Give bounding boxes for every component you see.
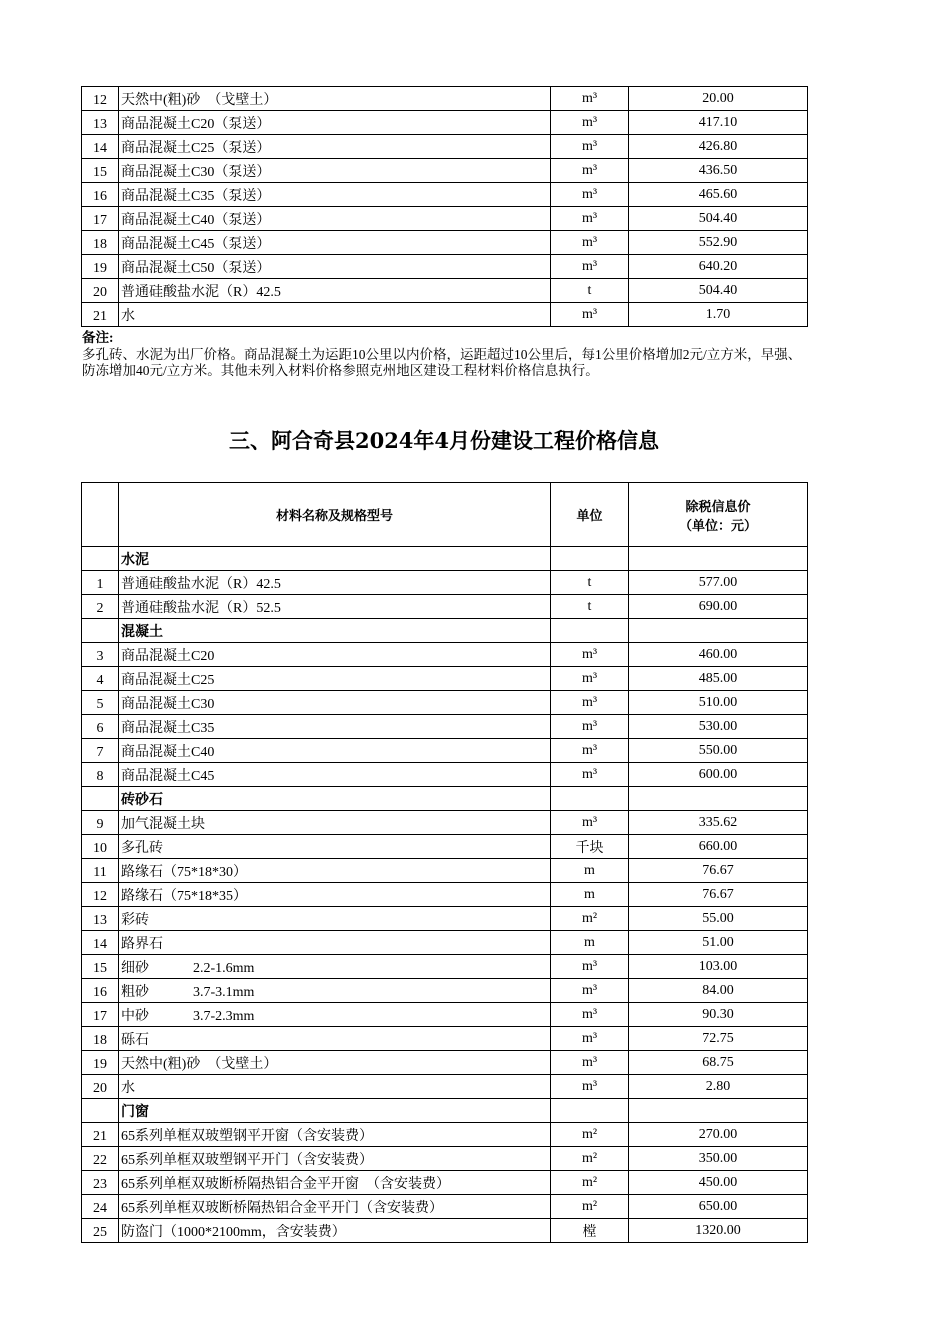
item-number: 12 (82, 87, 119, 111)
item-number: 2 (82, 595, 119, 619)
item-unit: m³ (551, 1027, 629, 1051)
category-row (82, 787, 808, 811)
item-number: 17 (82, 1003, 119, 1027)
item-number: 20 (82, 279, 119, 303)
item-price: 450.00 (629, 1171, 808, 1195)
item-name-cell (119, 207, 551, 231)
item-name-cell (119, 1027, 551, 1051)
item-unit: m³ (551, 811, 629, 835)
table-row (82, 691, 808, 715)
item-number: 24 (82, 1195, 119, 1219)
category-label: 门窗 (119, 1099, 551, 1123)
item-spec: 3.7-3.1mm (193, 984, 255, 1000)
item-unit: m³ (551, 643, 629, 667)
item-name-cell (119, 931, 551, 955)
item-unit: m³ (551, 739, 629, 763)
item-price: 335.62 (629, 811, 808, 835)
item-name-cell (119, 1051, 551, 1075)
header-price-line2: （单位：元） (678, 518, 757, 534)
item-price: 2.80 (629, 1075, 808, 1099)
item-name-cell (119, 763, 551, 787)
item-price: 68.75 (629, 1051, 808, 1075)
item-name-cell (119, 1195, 551, 1219)
item-name: 商品混凝土C40 (121, 744, 215, 760)
category-price (629, 547, 808, 571)
item-name-cell (119, 231, 551, 255)
item-name-cell (119, 691, 551, 715)
table-row (82, 1147, 808, 1171)
item-number: 4 (82, 667, 119, 691)
table-row (82, 279, 808, 303)
item-unit: m³ (551, 159, 629, 183)
item-unit: m (551, 931, 629, 955)
item-name: 商品混凝土C45 (121, 768, 215, 784)
item-name: 商品混凝土C30 (121, 696, 215, 712)
item-price: 1.70 (629, 303, 808, 327)
table-row (82, 979, 808, 1003)
item-number: 5 (82, 691, 119, 715)
item-unit: m³ (551, 1075, 629, 1099)
item-name-cell (119, 739, 551, 763)
table-row (82, 183, 808, 207)
item-name-cell (119, 859, 551, 883)
item-name: 65系列单框双玻塑钢平开门（含安装费） (121, 1152, 373, 1168)
table-row (82, 1051, 808, 1075)
item-price: 690.00 (629, 595, 808, 619)
item-name: 粗砂 (121, 984, 149, 1000)
item-name-cell (119, 159, 551, 183)
header-index (82, 483, 119, 547)
remarks (82, 330, 802, 380)
item-name: 商品混凝土C25（泵送） (121, 140, 271, 156)
item-spec: 2.2-1.6mm (193, 960, 255, 976)
item-price: 417.10 (629, 111, 808, 135)
item-unit: m³ (551, 955, 629, 979)
item-name: 65系列单框双玻塑钢平开窗（含安装费） (121, 1128, 373, 1144)
item-price: 426.80 (629, 135, 808, 159)
item-price: 76.67 (629, 883, 808, 907)
item-name-cell (119, 87, 551, 111)
item-unit: m³ (551, 1003, 629, 1027)
item-name: 砾石 (121, 1032, 149, 1048)
item-number: 23 (82, 1171, 119, 1195)
item-name-cell (119, 883, 551, 907)
item-price: 600.00 (629, 763, 808, 787)
item-price: 530.00 (629, 715, 808, 739)
item-name-cell (119, 1147, 551, 1171)
item-price: 55.00 (629, 907, 808, 931)
item-unit: m³ (551, 111, 629, 135)
item-name: 商品混凝土C35 (121, 720, 215, 736)
category-row (82, 1099, 808, 1123)
item-number: 1 (82, 571, 119, 595)
item-number: 21 (82, 303, 119, 327)
item-unit: m³ (551, 979, 629, 1003)
item-name-cell (119, 1219, 551, 1243)
item-name: 细砂 (121, 960, 149, 976)
category-row (82, 619, 808, 643)
category-row (82, 547, 808, 571)
table-row (82, 111, 808, 135)
header-unit: 单位 (551, 483, 629, 547)
item-spec: 3.7-2.3mm (193, 1008, 255, 1024)
item-name-cell (119, 571, 551, 595)
category-price (629, 1099, 808, 1123)
item-unit: m³ (551, 303, 629, 327)
item-number: 7 (82, 739, 119, 763)
item-name-cell (119, 979, 551, 1003)
item-unit: m³ (551, 135, 629, 159)
item-price: 550.00 (629, 739, 808, 763)
item-unit: m (551, 883, 629, 907)
item-unit: m³ (551, 183, 629, 207)
item-number: 3 (82, 643, 119, 667)
item-name-cell (119, 1123, 551, 1147)
item-name: 加气混凝土块 (121, 816, 205, 832)
table-row (82, 931, 808, 955)
item-name-cell (119, 303, 551, 327)
table-row (82, 811, 808, 835)
table-row (82, 1171, 808, 1195)
item-unit: m² (551, 1195, 629, 1219)
item-name: 彩砖 (121, 912, 149, 928)
item-unit: t (551, 279, 629, 303)
category-index (82, 547, 119, 571)
item-unit: m³ (551, 231, 629, 255)
item-price: 103.00 (629, 955, 808, 979)
table-row (82, 207, 808, 231)
item-unit: m³ (551, 207, 629, 231)
item-price: 660.00 (629, 835, 808, 859)
item-number: 14 (82, 135, 119, 159)
item-name: 商品混凝土C20 (121, 648, 215, 664)
item-name: 路缘石（75*18*30） (121, 864, 247, 880)
item-price: 90.30 (629, 1003, 808, 1027)
item-number: 9 (82, 811, 119, 835)
item-unit: m² (551, 1171, 629, 1195)
table-row (82, 303, 808, 327)
item-number: 12 (82, 883, 119, 907)
table-row (82, 883, 808, 907)
item-price: 350.00 (629, 1147, 808, 1171)
item-name: 多孔砖 (121, 840, 163, 856)
remarks-text: 多孔砖、水泥为出厂价格。商品混凝土为运距10公里以内价格，运距超过10公里后，每1公里价格增加2元/立方米，早强、防冻增加40元/立方米。其他未列入材料价格参照克州地区建设工程材料价格信息执行。 (82, 346, 802, 378)
table-row (82, 1123, 808, 1147)
table-row (82, 739, 808, 763)
item-name-cell (119, 255, 551, 279)
item-name-cell (119, 955, 551, 979)
item-price: 436.50 (629, 159, 808, 183)
item-name-cell (119, 1003, 551, 1027)
item-unit: 樘 (551, 1219, 629, 1243)
item-number: 19 (82, 255, 119, 279)
table-row (82, 231, 808, 255)
item-name-cell (119, 595, 551, 619)
category-unit (551, 619, 629, 643)
item-price: 552.90 (629, 231, 808, 255)
header-price-line1: 除税信息价 (685, 499, 751, 515)
item-price: 577.00 (629, 571, 808, 595)
table-row (82, 571, 808, 595)
item-price: 72.75 (629, 1027, 808, 1051)
item-unit: m² (551, 907, 629, 931)
table-row (82, 667, 808, 691)
item-number: 8 (82, 763, 119, 787)
item-unit: m³ (551, 1051, 629, 1075)
category-index (82, 787, 119, 811)
item-number: 14 (82, 931, 119, 955)
table-row (82, 159, 808, 183)
item-name: 65系列单框双玻断桥隔热铝合金平开窗 （含安装费） (121, 1176, 450, 1192)
item-name: 商品混凝土C25 (121, 672, 215, 688)
item-price: 650.00 (629, 1195, 808, 1219)
item-name: 路界石 (121, 936, 163, 952)
item-price: 76.67 (629, 859, 808, 883)
item-name: 路缘石（75*18*35） (121, 888, 247, 904)
item-unit: m² (551, 1147, 629, 1171)
item-unit: 千块 (551, 835, 629, 859)
table-header-row (82, 483, 808, 547)
category-unit (551, 547, 629, 571)
item-name: 普通硅酸盐水泥（R）42.5 (121, 284, 281, 300)
table-row (82, 1003, 808, 1027)
table-row (82, 1027, 808, 1051)
table-row (82, 643, 808, 667)
item-name: 水 (121, 1080, 135, 1096)
item-name: 商品混凝土C30（泵送） (121, 164, 271, 180)
remarks-label: 备注: (82, 330, 114, 345)
item-unit: t (551, 595, 629, 619)
item-name-cell (119, 183, 551, 207)
item-name-cell (119, 279, 551, 303)
item-name: 水 (121, 308, 135, 324)
item-price: 504.40 (629, 207, 808, 231)
item-price: 51.00 (629, 931, 808, 955)
item-name-cell (119, 667, 551, 691)
item-name: 商品混凝土C45（泵送） (121, 236, 271, 252)
item-name-cell (119, 111, 551, 135)
item-name-cell (119, 835, 551, 859)
price-table-continued (81, 86, 808, 327)
item-name: 天然中(粗)砂 （戈壁土） (121, 1056, 278, 1072)
table-row (82, 135, 808, 159)
item-name: 商品混凝土C20（泵送） (121, 116, 271, 132)
item-number: 16 (82, 183, 119, 207)
item-unit: m³ (551, 763, 629, 787)
item-name: 防盗门（1000*2100mm，含安装费） (121, 1224, 346, 1240)
item-number: 18 (82, 1027, 119, 1051)
table-row (82, 87, 808, 111)
item-name-cell (119, 135, 551, 159)
item-number: 10 (82, 835, 119, 859)
item-name: 65系列单框双玻断桥隔热铝合金平开门（含安装费） (121, 1200, 443, 1216)
category-label: 水泥 (119, 547, 551, 571)
section-title: 三、阿合奇县2024年4月份建设工程价格信息 (228, 428, 660, 453)
item-name-cell (119, 1171, 551, 1195)
item-unit: t (551, 571, 629, 595)
item-name-cell (119, 643, 551, 667)
item-number: 20 (82, 1075, 119, 1099)
item-unit: m³ (551, 255, 629, 279)
item-price: 1320.00 (629, 1219, 808, 1243)
item-price: 84.00 (629, 979, 808, 1003)
table-row (82, 1195, 808, 1219)
item-unit: m³ (551, 691, 629, 715)
table-row (82, 859, 808, 883)
item-unit: m³ (551, 87, 629, 111)
item-price: 460.00 (629, 643, 808, 667)
category-unit (551, 1099, 629, 1123)
table-row (82, 907, 808, 931)
item-name-cell (119, 811, 551, 835)
item-name-cell (119, 907, 551, 931)
item-name: 商品混凝土C50（泵送） (121, 260, 271, 276)
item-price: 270.00 (629, 1123, 808, 1147)
item-number: 13 (82, 111, 119, 135)
item-number: 15 (82, 159, 119, 183)
item-name-cell (119, 715, 551, 739)
akqi-price-table (81, 482, 808, 1243)
item-number: 19 (82, 1051, 119, 1075)
header-price (629, 483, 808, 547)
item-number: 16 (82, 979, 119, 1003)
item-number: 22 (82, 1147, 119, 1171)
item-number: 21 (82, 1123, 119, 1147)
category-unit (551, 787, 629, 811)
item-price: 20.00 (629, 87, 808, 111)
category-price (629, 619, 808, 643)
item-name: 普通硅酸盐水泥（R）42.5 (121, 576, 281, 592)
item-name: 天然中(粗)砂 （戈壁土） (121, 92, 278, 108)
table-row (82, 835, 808, 859)
table-row (82, 955, 808, 979)
item-name: 商品混凝土C40（泵送） (121, 212, 271, 228)
category-label: 混凝土 (119, 619, 551, 643)
table-row (82, 1219, 808, 1243)
category-index (82, 619, 119, 643)
item-unit: m³ (551, 715, 629, 739)
item-price: 640.20 (629, 255, 808, 279)
table-row (82, 595, 808, 619)
item-number: 17 (82, 207, 119, 231)
item-price: 465.60 (629, 183, 808, 207)
header-name: 材料名称及规格型号 (119, 483, 551, 547)
item-price: 504.40 (629, 279, 808, 303)
item-number: 6 (82, 715, 119, 739)
table-row (82, 1075, 808, 1099)
item-name: 普通硅酸盐水泥（R）52.5 (121, 600, 281, 616)
item-number: 11 (82, 859, 119, 883)
item-number: 25 (82, 1219, 119, 1243)
table-row (82, 763, 808, 787)
item-unit: m² (551, 1123, 629, 1147)
table-row (82, 255, 808, 279)
item-price: 485.00 (629, 667, 808, 691)
item-name: 商品混凝土C35（泵送） (121, 188, 271, 204)
item-unit: m³ (551, 667, 629, 691)
item-price: 510.00 (629, 691, 808, 715)
category-index (82, 1099, 119, 1123)
item-name: 中砂 (121, 1008, 149, 1024)
item-number: 13 (82, 907, 119, 931)
item-name-cell (119, 1075, 551, 1099)
item-unit: m (551, 859, 629, 883)
category-label: 砖砂石 (119, 787, 551, 811)
item-number: 18 (82, 231, 119, 255)
item-number: 15 (82, 955, 119, 979)
category-price (629, 787, 808, 811)
table-row (82, 715, 808, 739)
